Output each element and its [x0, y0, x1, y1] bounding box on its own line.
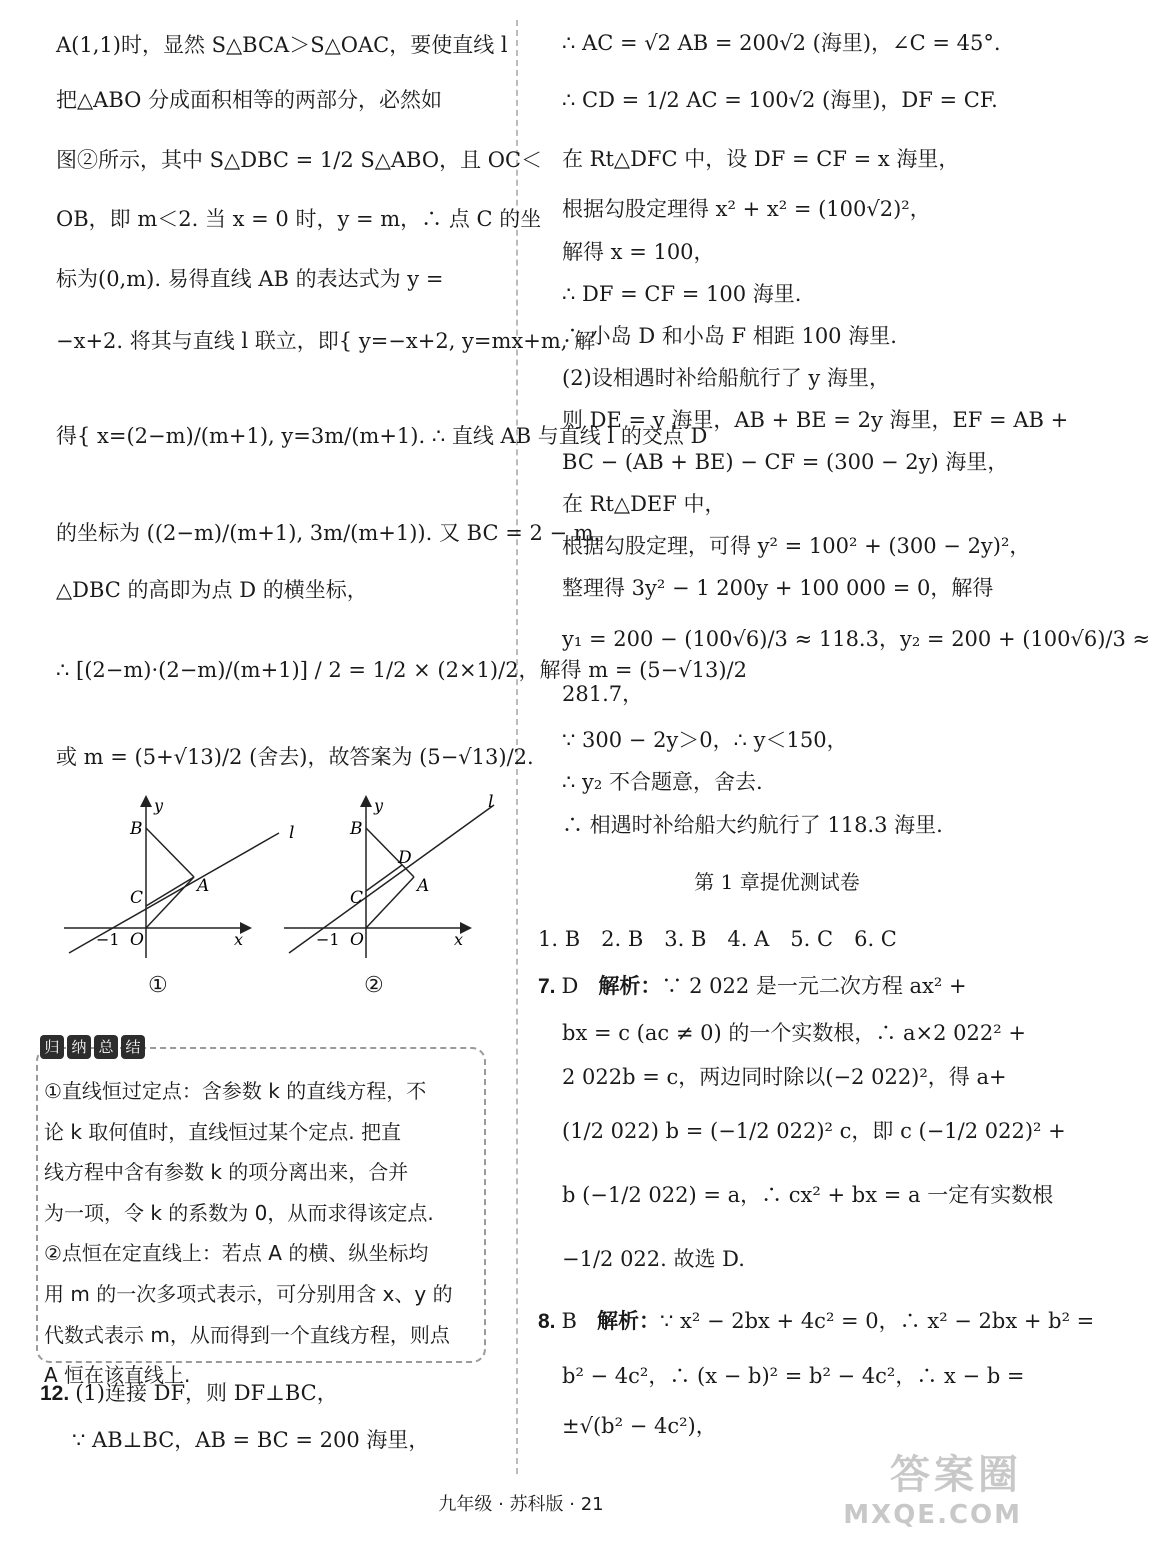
graph-1: [64, 793, 295, 963]
q12-line-1: 12. (1)连接 DF，则 DF⊥BC，: [40, 1381, 338, 1405]
text-line: ∴ DF = CF = 100 海里.: [562, 282, 802, 306]
svg-text:l: l: [289, 823, 295, 843]
graph-2: [284, 793, 504, 963]
text-line: ∴ AC = √2 AB = 200√2 (海里)，∠C = 45°.: [562, 31, 1001, 55]
svg-text:B: B: [130, 819, 143, 839]
summary-line: 代数式表示 m，从而得到一个直线方程，则点: [44, 1322, 450, 1347]
summary-body: [44, 1071, 476, 1396]
text-line: (1/2 022) b = (−1/2 022)² c，即 c (−1/2 022)² +: [562, 1119, 1066, 1143]
text-line: y₁ = 200 − (100√6)/3 ≈ 118.3，y₂ = 200 + (100√6)/3 ≈: [562, 627, 1150, 651]
svg-text:x: x: [234, 930, 244, 949]
text-line: 根据勾股定理得 x² + x² = (100√2)²，: [562, 197, 931, 221]
svg-text:y: y: [374, 796, 384, 815]
summary-line: ①直线恒过定点：含参数 k 的直线方程，不: [44, 1079, 427, 1103]
question-8: [538, 1291, 1095, 1451]
section-title: 第 1 章提优测试卷: [694, 870, 860, 894]
summary-line: ②点恒在定直线上：若点 A 的横、纵坐标均: [44, 1241, 429, 1266]
summary-line: 为一项，令 k 的系数为 0，从而求得该定点.: [44, 1200, 434, 1225]
graph-2-label: ②: [364, 973, 384, 998]
text-line: △DBC 的高即为点 D 的横坐标，: [56, 578, 368, 602]
text-line: ∴ 小岛 D 和小岛 F 相距 100 海里.: [562, 324, 897, 348]
text-line: 或 m = (5+√13)/2 (舍去)，故答案为 (5−√13)/2.: [56, 745, 534, 769]
summary-box: [36, 1035, 498, 1388]
text-line: 根据勾股定理，可得 y² = 100² + (300 − 2y)²，: [562, 534, 1031, 558]
question-number: 8.: [538, 1310, 556, 1333]
svg-text:A: A: [197, 876, 210, 896]
text-line: 则 DE = y 海里，AB + BE = 2y 海里，EF = AB +: [562, 408, 1069, 432]
svg-text:D: D: [398, 848, 412, 868]
question-number: 7.: [538, 975, 556, 998]
answers-line: 1. B 2. B 3. B 4. A 5. C 6. C: [538, 927, 897, 951]
text-line: 281.7，: [562, 682, 644, 706]
watermark: 答案圈 MXQE.COM: [843, 1452, 1022, 1530]
right-column: [538, 18, 1150, 1451]
summary-line: 用 m 的一次多项式表示，可分别用含 x、y 的: [44, 1281, 453, 1306]
text-line: 整理得 3y² − 1 200y + 100 000 = 0，解得: [562, 576, 994, 600]
text-line: 的坐标为 ((2−m)/(m+1), 3m/(m+1)). 又 BC = 2 − m，: [56, 521, 615, 545]
text-line: BC − (AB + BE) − CF = (300 − 2y) 海里，: [562, 450, 1009, 474]
page-footer: 九年级 · 苏科版 · 21: [438, 1494, 604, 1515]
svg-text:C: C: [130, 888, 144, 908]
q8-line-1: 8. B 解析：∵ x² − 2bx + 4c² = 0，∴ x² − 2bx + b² =: [538, 1308, 1095, 1333]
text-line: OB，即 m＜2. 当 x = 0 时，y = m，∴ 点 C 的坐: [56, 207, 542, 231]
graph-1-label: ①: [148, 973, 168, 998]
text-line: 图②所示，其中 S△DBC = 1/2 S△ABO，且 OC＜: [56, 148, 543, 172]
text-line: 解得 x = 100，: [562, 240, 715, 264]
text-line: b² − 4c²，∴ (x − b)² = b² − 4c²，∴ x − b =: [562, 1364, 1025, 1388]
text-line: 标为(0,m). 易得直线 AB 的表达式为 y =: [56, 267, 444, 291]
svg-text:l: l: [488, 792, 494, 812]
text-line: −x+2. 将其与直线 l 联立，即{ y=−x+2, y=mx+m, 解: [56, 329, 596, 353]
text-line: 在 Rt△DFC 中，设 DF = CF = x 海里，: [562, 147, 960, 171]
text-line: ±√(b² − 4c²)，: [562, 1414, 717, 1438]
text-line: b (−1/2 022) = a，∴ cx² + bx = a 一定有实数根: [562, 1183, 1054, 1207]
text-line: 把△ABO 分成面积相等的两部分，必然如: [56, 88, 443, 112]
question-7: [538, 961, 1066, 1291]
text-line: ∴ 相遇时补给船大约航行了 118.3 海里.: [562, 813, 943, 837]
svg-text:x: x: [454, 930, 464, 949]
summary-line: 论 k 取何值时，直线恒过某个定点. 把直: [44, 1119, 402, 1144]
text-line: (2)设相遇时补给船航行了 y 海里，: [562, 366, 890, 390]
text-line: ∵ 300 − 2y＞0，∴ y＜150，: [562, 728, 848, 752]
text-line: A(1,1)时，显然 S△BCA＞S△OAC，要使直线 l: [56, 33, 508, 57]
text-line: 在 Rt△DEF 中，: [562, 492, 726, 516]
text-line: ∴ [(2−m)·(2−m)/(m+1)] / 2 = 1/2 × (2×1)/2，解得 m = (5−√13)/2: [56, 658, 747, 682]
q12-line-2: ∵ AB⊥BC，AB = BC = 200 海里，: [72, 1428, 430, 1452]
text-line: 得{ x=(2−m)/(m+1), y=3m/(m+1). ∴ 直线 AB 与直线 l 的交点 D: [56, 424, 708, 448]
svg-text:A: A: [417, 876, 430, 896]
q7-line-1: 7. D 解析：∵ 2 022 是一元二次方程 ax² +: [538, 973, 967, 998]
text-line: −1/2 022. 故选 D.: [562, 1247, 745, 1271]
text-line: 2 022b = c，两边同时除以(−2 022)²，得 a+: [562, 1065, 1007, 1089]
svg-text:O: O: [130, 930, 144, 950]
svg-text:C: C: [350, 888, 364, 908]
summary-line: 线方程中含有参数 k 的项分离出来，合并: [44, 1160, 409, 1185]
question-number: 12.: [40, 1382, 70, 1405]
svg-text:O: O: [350, 930, 364, 950]
text-line: bx = c (ac ≠ 0) 的一个实数根，∴ a×2 022² +: [562, 1021, 1026, 1045]
svg-text:−1: −1: [96, 930, 120, 949]
question-12: [40, 1371, 496, 1465]
svg-text:y: y: [154, 796, 164, 815]
text-line: ∴ y₂ 不合题意，舍去.: [562, 770, 763, 794]
text-line: ∴ CD = 1/2 AC = 100√2 (海里)，DF = CF.: [562, 88, 998, 112]
svg-text:B: B: [350, 819, 363, 839]
summary-line: A 恒在该直线上.: [44, 1363, 191, 1388]
svg-text:−1: −1: [316, 930, 340, 949]
graphs-figure: [56, 793, 496, 1023]
summary-tag: 归 纳 总 结: [40, 1035, 145, 1059]
